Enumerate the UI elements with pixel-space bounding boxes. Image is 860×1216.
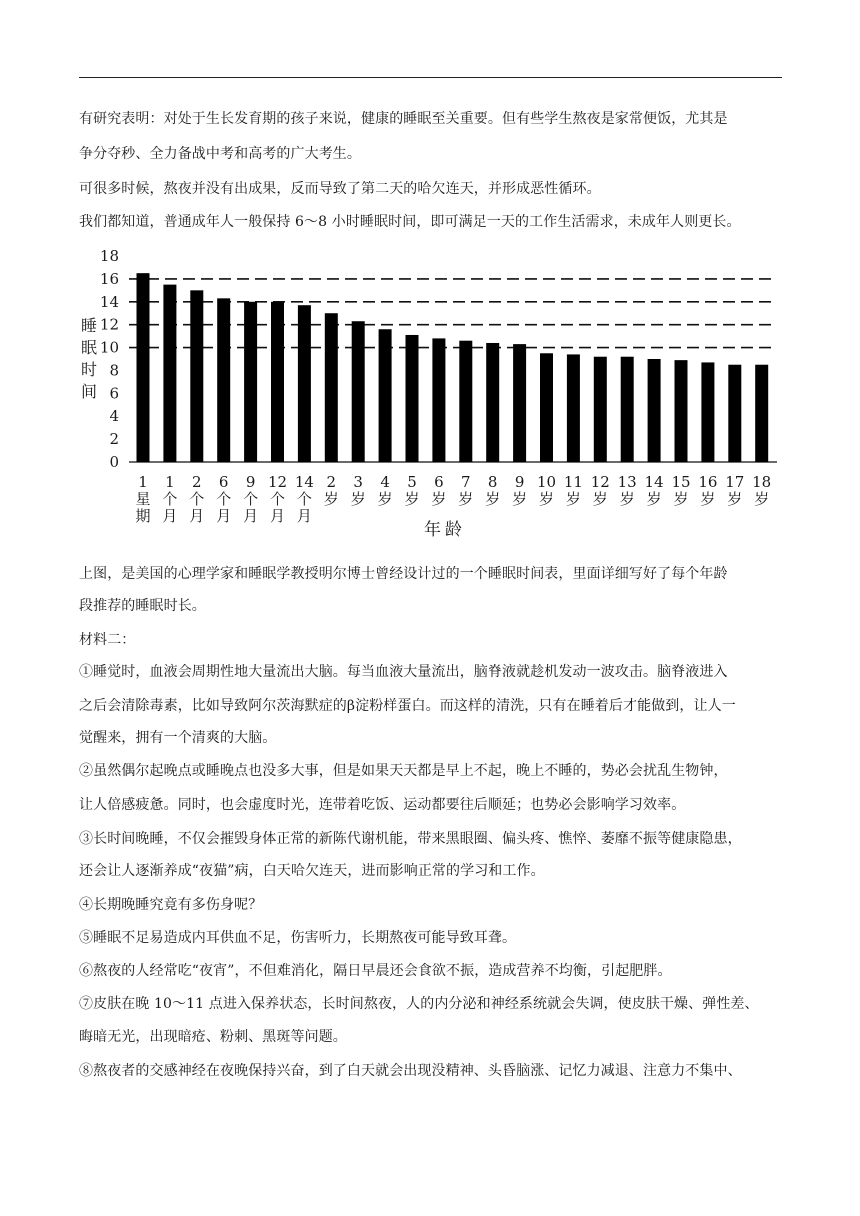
x-tick-label: 6 [434, 473, 444, 491]
x-tick-label: 月 [243, 507, 259, 525]
bar [621, 357, 634, 462]
x-tick-label: 1 [138, 473, 148, 491]
chart-y-label [81, 316, 97, 401]
x-tick-label: 5 [407, 473, 417, 491]
bar [675, 360, 688, 462]
intro-line: 可很多时候，熬夜并没有出成果，反而导致了第二天的哈欠连天，并形成恶性循环。 [79, 181, 601, 197]
y-tick-label: 2 [109, 430, 119, 449]
y-label-char: 睡 [80, 316, 98, 335]
body-line: ③长时间晚睡，不仅会摧毁身体正常的新陈代谢机能，带来黑眼圈、偏头疼、憔悴、萎靡不振等健康隐患， [79, 831, 742, 847]
bar [648, 359, 661, 462]
x-tick-label: 9 [514, 473, 525, 491]
x-tick-label: 9 [245, 473, 256, 491]
x-tick-label: 岁 [592, 490, 608, 508]
body-line: 上图，是美国的心理学家和睡眠学教授明尔博士曾经设计过的一个睡眠时间表，里面详细写好了每个年龄 [79, 566, 728, 582]
x-tick-label: 个 [296, 490, 312, 508]
bar [406, 335, 419, 462]
bar [513, 344, 526, 462]
intro-line: 争分夺秒、全力备战中考和高考的广大考生。 [79, 146, 361, 162]
y-label-char: 间 [80, 382, 98, 401]
x-tick-label: 岁 [377, 490, 393, 508]
body-line: ②虽然偶尔起晚点或睡晚点也没多大事，但是如果天天都是早上不起，晚上不睡的，势必会扰乱生物钟， [79, 763, 728, 779]
x-tick-label: 个 [162, 490, 178, 508]
x-tick-label: 17 [725, 473, 745, 491]
x-tick-label: 岁 [350, 490, 366, 508]
x-tick-label: 岁 [727, 490, 743, 508]
body-line: 段推荐的睡眠时长。 [79, 598, 206, 614]
x-tick-label: 岁 [565, 490, 581, 508]
x-tick-label: 个 [243, 490, 259, 508]
x-tick-label: 岁 [431, 490, 447, 508]
body-line: ④长期晚睡究竟有多伤身呢？ [79, 897, 263, 913]
body-line: 材料二： [79, 632, 136, 648]
y-tick-label: 12 [99, 315, 119, 334]
bar [459, 341, 472, 462]
chart-x-ticks [135, 473, 771, 525]
x-tick-label: 2 [192, 473, 202, 491]
x-tick-label: 期 [135, 507, 151, 525]
x-tick-label: 个 [216, 490, 232, 508]
x-tick-label: 岁 [754, 490, 770, 508]
bar [298, 305, 311, 462]
y-tick-label: 18 [99, 247, 119, 265]
bar [217, 298, 230, 462]
x-tick-label: 12 [590, 473, 610, 491]
x-tick-label: 3 [353, 473, 363, 491]
x-tick-label: 星 [135, 490, 151, 508]
x-tick-label: 岁 [323, 490, 339, 508]
x-tick-label: 岁 [646, 490, 662, 508]
chart-x-label: 年龄 [424, 520, 466, 540]
bar [567, 354, 580, 462]
x-tick-label: 10 [536, 473, 557, 491]
x-tick-label: 岁 [485, 490, 501, 508]
body-line: ⑦皮肤在晚 10～11 点进入保养状态，长时间熬夜，人的内分泌和神经系统就会失调，使皮肤干燥、弹性差、 [79, 996, 759, 1012]
bar [352, 321, 365, 462]
y-tick-label: 10 [99, 338, 119, 357]
y-label-char: 时 [80, 360, 98, 379]
x-tick-label: 4 [380, 473, 390, 491]
x-tick-label: 岁 [512, 490, 528, 508]
bar [163, 285, 176, 462]
bar [594, 357, 607, 462]
bar [486, 343, 499, 462]
y-tick-label: 14 [99, 292, 119, 311]
x-tick-label: 岁 [538, 490, 555, 508]
x-tick-label: 个 [189, 490, 205, 508]
body-line: ⑥熬夜的人经常吃“夜宵”，不但难消化，隔日早晨还会食欲不振，造成营养不均衡，引起肥胖。 [79, 963, 672, 979]
body-line: 之后会清除毒素，比如导致阿尔茨海默症的β淀粉样蛋白。而这样的清洗，只有在睡着后才能做到，让人一 [79, 698, 736, 714]
x-tick-label: 15 [671, 473, 691, 491]
x-tick-label: 16 [698, 473, 718, 491]
bar [271, 302, 284, 462]
bar [379, 329, 392, 462]
bar [325, 313, 338, 462]
x-tick-label: 月 [269, 507, 286, 525]
x-tick-label: 13 [617, 473, 637, 491]
bar [190, 290, 203, 462]
bar [540, 353, 553, 462]
x-tick-label: 月 [162, 507, 178, 525]
x-tick-label: 岁 [404, 490, 420, 508]
x-tick-label: 岁 [673, 490, 689, 508]
x-tick-label: 12 [267, 473, 288, 491]
intro-line: 有研究表明：对处于生长发育期的孩子来说，健康的睡眠至关重要。但有些学生熬夜是家常便饭，尤其是 [79, 111, 728, 127]
y-tick-label: 4 [109, 407, 119, 426]
body-line: 还会让人逐渐养成“夜猫”病，白天哈欠连天，进而影响正常的学习和工作。 [79, 863, 545, 879]
bar [137, 273, 150, 462]
sleep-time-chart [79, 243, 779, 543]
y-label-char: 眠 [80, 338, 98, 357]
x-tick-label: 个 [269, 490, 286, 508]
body-line: 晦暗无光，出现暗疮、粉刺、黑斑等问题。 [79, 1029, 347, 1045]
body-line: 让人倍感疲惫。同时，也会虚度时光，连带着吃饭、运动都要往后顺延；也势必会影响学习效率。 [79, 797, 686, 813]
bar [244, 302, 257, 462]
header-rule [79, 77, 782, 78]
body-line: ①睡觉时，血液会周期性地大量流出大脑。每当血液大量流出，脑脊液就趁机发动一波攻击。脑脊液进入 [79, 664, 728, 680]
x-tick-label: 2 [326, 473, 337, 491]
body-line: ⑧熬夜者的交感神经在夜晚保持兴奋，到了白天就会出现没精神、头昏脑涨、记忆力减退、注意力不集中、 [79, 1063, 742, 1079]
x-tick-label: 月 [216, 507, 232, 525]
bar [755, 365, 768, 462]
x-tick-label: 18 [752, 473, 772, 491]
x-tick-label: 岁 [619, 490, 635, 508]
y-tick-label: 8 [109, 361, 119, 380]
x-tick-label: 6 [218, 473, 229, 491]
x-tick-label: 岁 [700, 490, 716, 508]
x-tick-label: 8 [487, 473, 498, 491]
x-tick-label: 月 [189, 507, 205, 525]
y-tick-label: 16 [99, 269, 119, 288]
x-tick-label: 14 [294, 473, 314, 491]
y-tick-label: 0 [109, 453, 119, 471]
bar [432, 338, 445, 462]
bar [701, 362, 714, 462]
body-line: ⑤睡眠不足易造成内耳供血不足，伤害听力，长期熬夜可能导致耳聋。 [79, 930, 517, 946]
x-tick-label: 7 [461, 473, 471, 491]
intro-line: 我们都知道，普通成年人一般保持 6～8 小时睡眠时间，即可满足一天的工作生活需求，未成年人则更长。 [79, 214, 741, 230]
bar [728, 365, 741, 462]
x-tick-label: 14 [644, 473, 664, 491]
y-tick-label: 6 [109, 384, 119, 403]
body-line: 觉醒来，拥有一个清爽的大脑。 [79, 730, 277, 746]
x-tick-label: 1 [165, 473, 175, 491]
chart-y-ticks [100, 247, 119, 471]
x-tick-label: 11 [563, 473, 583, 491]
x-tick-label: 月 [296, 507, 312, 525]
x-tick-label: 岁 [458, 490, 474, 508]
